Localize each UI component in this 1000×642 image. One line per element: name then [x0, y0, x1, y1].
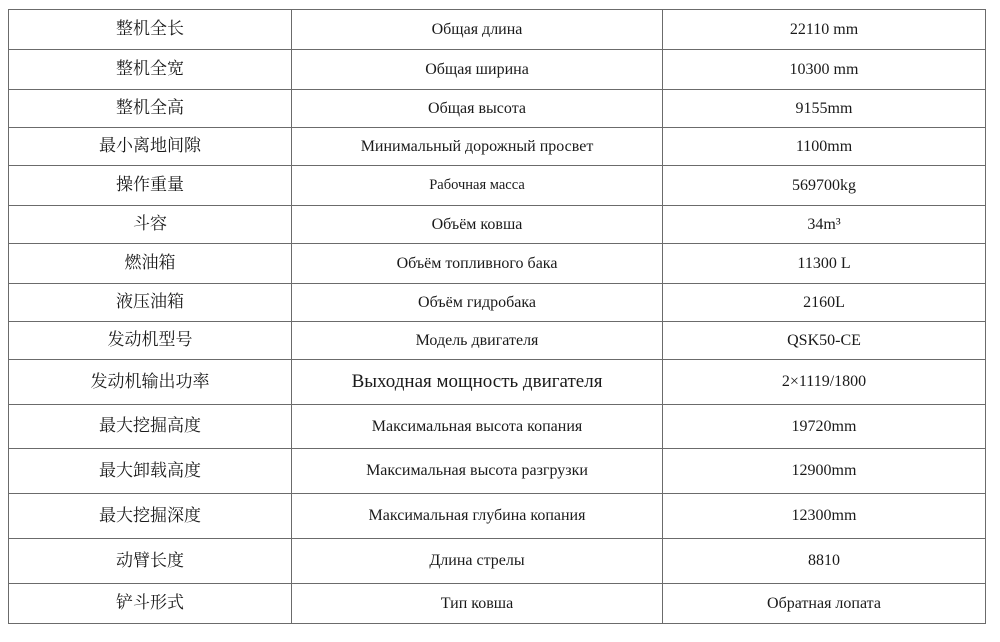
table-row: [9, 322, 986, 360]
param-name-ru: Объём ковша: [292, 206, 663, 244]
param-name-zh: 整机全高: [9, 90, 292, 128]
param-name-zh: 燃油箱: [9, 244, 292, 284]
table-row: [9, 284, 986, 322]
param-name-ru: Рабочная масса: [292, 166, 663, 206]
param-value: 9155mm: [663, 90, 986, 128]
param-name-zh: 最大卸载高度: [9, 449, 292, 494]
table-row: [9, 50, 986, 90]
param-name-zh: 发动机型号: [9, 322, 292, 360]
spec-table: [8, 9, 986, 624]
param-name-ru: Длина стрелы: [292, 539, 663, 584]
table-row: [9, 166, 986, 206]
param-name-ru: Тип ковша: [292, 584, 663, 624]
param-value: 11300 L: [663, 244, 986, 284]
param-value: 12300mm: [663, 494, 986, 539]
param-name-ru: Максимальная высота разгрузки: [292, 449, 663, 494]
param-name-ru: Общая высота: [292, 90, 663, 128]
param-name-zh: 液压油箱: [9, 284, 292, 322]
table-row: [9, 360, 986, 405]
param-name-ru: Минимальный дорожный просвет: [292, 128, 663, 166]
param-value: 2×1119/1800: [663, 360, 986, 405]
param-name-zh: 铲斗形式: [9, 584, 292, 624]
param-value: 19720mm: [663, 405, 986, 449]
param-name-ru: Объём топливного бака: [292, 244, 663, 284]
param-name-zh: 动臂长度: [9, 539, 292, 584]
param-value: 22110 mm: [663, 10, 986, 50]
table-row: [9, 405, 986, 449]
param-value: 10300 mm: [663, 50, 986, 90]
table-row: [9, 90, 986, 128]
param-value: 2160L: [663, 284, 986, 322]
param-name-ru: Максимальная глубина копания: [292, 494, 663, 539]
param-name-zh: 斗容: [9, 206, 292, 244]
param-name-ru: Общая длина: [292, 10, 663, 50]
table-row: [9, 10, 986, 50]
table-row: [9, 206, 986, 244]
table-row: [9, 494, 986, 539]
table-row: [9, 449, 986, 494]
param-name-ru: Объём гидробака: [292, 284, 663, 322]
param-name-zh: 操作重量: [9, 166, 292, 206]
param-value: 12900mm: [663, 449, 986, 494]
param-name-ru: Выходная мощность двигателя: [292, 360, 663, 405]
param-value: 1100mm: [663, 128, 986, 166]
param-name-zh: 整机全宽: [9, 50, 292, 90]
param-name-ru: Общая ширина: [292, 50, 663, 90]
param-value: QSK50-CE: [663, 322, 986, 360]
param-name-ru: Максимальная высота копания: [292, 405, 663, 449]
param-name-zh: 最大挖掘深度: [9, 494, 292, 539]
param-value: 34m³: [663, 206, 986, 244]
table-row: [9, 539, 986, 584]
param-value: 569700kg: [663, 166, 986, 206]
param-name-zh: 最小离地间隙: [9, 128, 292, 166]
param-name-zh: 整机全长: [9, 10, 292, 50]
table-row: [9, 584, 986, 624]
param-value: Обратная лопата: [663, 584, 986, 624]
param-name-zh: 最大挖掘高度: [9, 405, 292, 449]
table-row: [9, 244, 986, 284]
param-name-ru: Модель двигателя: [292, 322, 663, 360]
param-name-zh: 发动机输出功率: [9, 360, 292, 405]
param-value: 8810: [663, 539, 986, 584]
table-row: [9, 128, 986, 166]
